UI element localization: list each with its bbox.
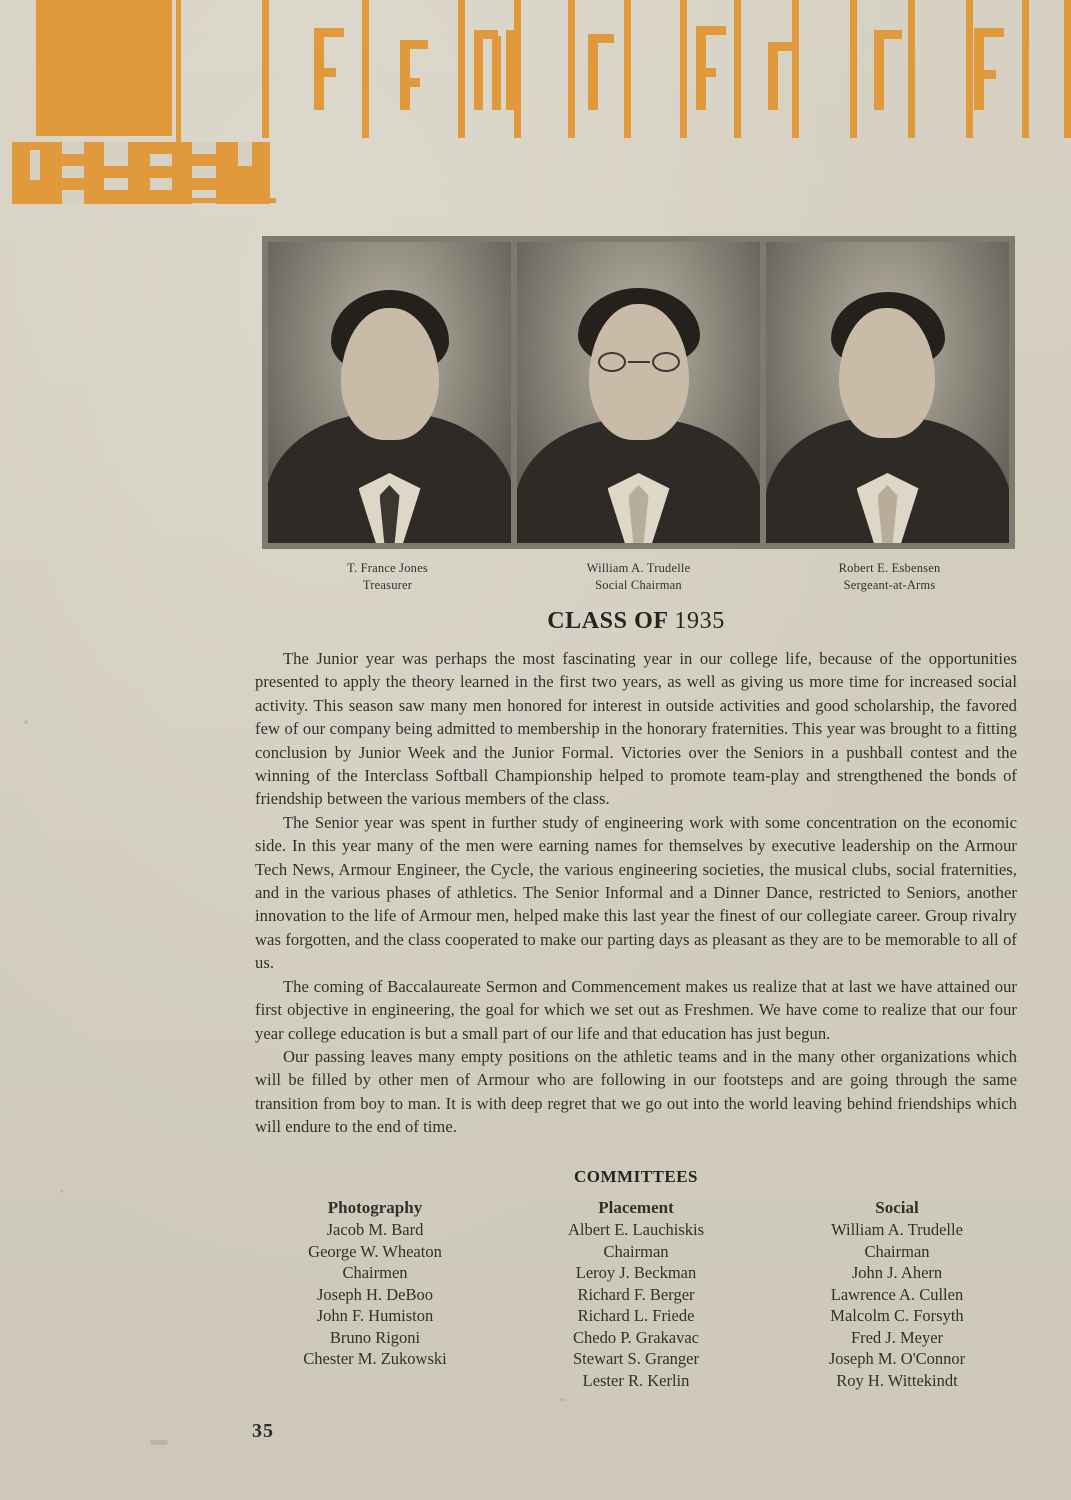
article-body xyxy=(255,608,1017,1391)
officer-portraits xyxy=(262,236,1015,549)
committee-column-social xyxy=(777,1197,1017,1392)
committee-member: Bruno Rigoni xyxy=(329,1327,421,1347)
committee-member: Lester R. Kerlin xyxy=(582,1370,690,1390)
page-number: 35 xyxy=(252,1420,274,1442)
corner-block xyxy=(36,0,172,136)
committee-member: Stewart S. Granger xyxy=(572,1349,699,1369)
officer-role: Sergeant-at-Arms xyxy=(843,578,936,592)
committee-member: Chairman xyxy=(603,1241,669,1261)
committee-column-photography xyxy=(255,1197,495,1392)
portrait-photo xyxy=(268,242,511,543)
officer-role: Social Chairman xyxy=(595,578,682,592)
committee-member: Fred J. Meyer xyxy=(850,1327,944,1347)
paragraph: The Senior year was spent in further study of engineering work with some concentration on the economic side. In this year many of the men were earning names for themselves by executive leadership on the Armour Tech News, Armour Engineer, the Cycle, the various engineering societies, the musical clubs, social fraternities, and in the various phases of athletics. The Senior Informal and a Dinner Dance, restricted to Seniors, another innovation to the life of Armour men, helped make this last year the finest of our collegiate career. Group rivalry was forgotten, and the class cooperated to make our parting days as pleasant as they are to be memorable to all of us. xyxy=(255,812,1017,973)
portrait-captions xyxy=(262,560,1015,594)
portrait-photo xyxy=(517,242,760,543)
page-speck xyxy=(560,1398,565,1401)
officer-name: William A. Trudelle xyxy=(586,561,691,575)
caption-officer-1 xyxy=(262,560,513,594)
committee-member: John J. Ahern xyxy=(851,1263,943,1283)
committee-title: Placement xyxy=(598,1197,674,1217)
committee-title: Social xyxy=(875,1197,919,1217)
page-speck xyxy=(24,720,28,724)
officer-role: Treasurer xyxy=(362,578,413,592)
committee-member: John F. Humiston xyxy=(316,1306,434,1326)
officer-name: Robert E. Esbensen xyxy=(838,561,941,575)
page-speck xyxy=(60,1190,63,1193)
deco-bar-field xyxy=(262,0,1071,138)
committee-member: Richard L. Friede xyxy=(577,1306,695,1326)
deco-rule xyxy=(176,0,181,150)
committee-member: Joseph H. DeBoo xyxy=(317,1284,433,1304)
committee-member: Roy H. Wittekindt xyxy=(836,1370,958,1390)
committee-member: Chairman xyxy=(864,1241,930,1261)
eyeglasses xyxy=(598,352,680,372)
page-speck xyxy=(150,1440,168,1445)
committee-member: Leroy J. Beckman xyxy=(575,1263,697,1283)
title-year: 1935 xyxy=(674,608,725,634)
year-banner xyxy=(12,142,270,204)
caption-officer-3 xyxy=(764,560,1015,594)
committee-member: Chedo P. Grakavac xyxy=(572,1327,699,1347)
committee-member: Chairmen xyxy=(342,1263,408,1283)
committees-heading: COMMITTEES xyxy=(573,1166,699,1186)
officer-name: T. France Jones xyxy=(347,561,428,575)
paragraph: Our passing leaves many empty positions on the athletic teams and in the many other organizations which will be filled by other men of Armour who are following in our footsteps and are going through the same transition from boy to man. It is with deep regret that we go out into the world leaving behind friendships which will endure to the end of time. xyxy=(255,1046,1017,1137)
committee-member: Albert E. Lauchiskis xyxy=(567,1220,705,1240)
committees-list xyxy=(255,1197,1017,1392)
committee-title: Photography xyxy=(327,1197,423,1217)
committee-member: Chester M. Zukowski xyxy=(303,1349,447,1369)
page-title xyxy=(255,608,1017,635)
committee-member: Joseph M. O'Connor xyxy=(828,1349,966,1369)
paragraph: The Junior year was perhaps the most fascinating year in our college life, because of the opportunities presented to apply the theory learned in the first two years, as well as giving us more time for increased social activity. This season saw many men honored for interest in outside activities and good scholarship, the favored few of our company being admitted to membership in the honorary fraternities. This year was brought to a fitting conclusion by Junior Week and the Junior Formal. Victories over the Seniors in a pushball contest and the winning of the Interclass Softball Championship helped to promote team-play and strengthened the bonds of friendship between the various members of the class. xyxy=(255,649,1017,809)
committee-member: Richard F. Berger xyxy=(577,1284,695,1304)
committee-member: William A. Trudelle xyxy=(831,1220,963,1240)
deco-rule xyxy=(96,198,276,203)
caption-officer-2 xyxy=(513,560,764,594)
committee-member: Jacob M. Bard xyxy=(326,1220,424,1240)
title-main: CLASS OF xyxy=(547,608,668,634)
committee-member: Malcolm C. Forsyth xyxy=(830,1306,964,1326)
committee-member: Lawrence A. Cullen xyxy=(830,1284,964,1304)
portrait-photo xyxy=(766,242,1009,543)
committee-column-placement xyxy=(516,1197,756,1392)
paragraph: The coming of Baccalaureate Sermon and Commencement makes us realize that at last we have attained our first objective in engineering, the goal for which we set out as Freshmen. We have come to realize that our four year college education is but a small part of our life and that education has just begun. xyxy=(255,976,1017,1043)
committee-member: George W. Wheaton xyxy=(308,1241,442,1261)
art-deco-header xyxy=(0,0,1071,225)
